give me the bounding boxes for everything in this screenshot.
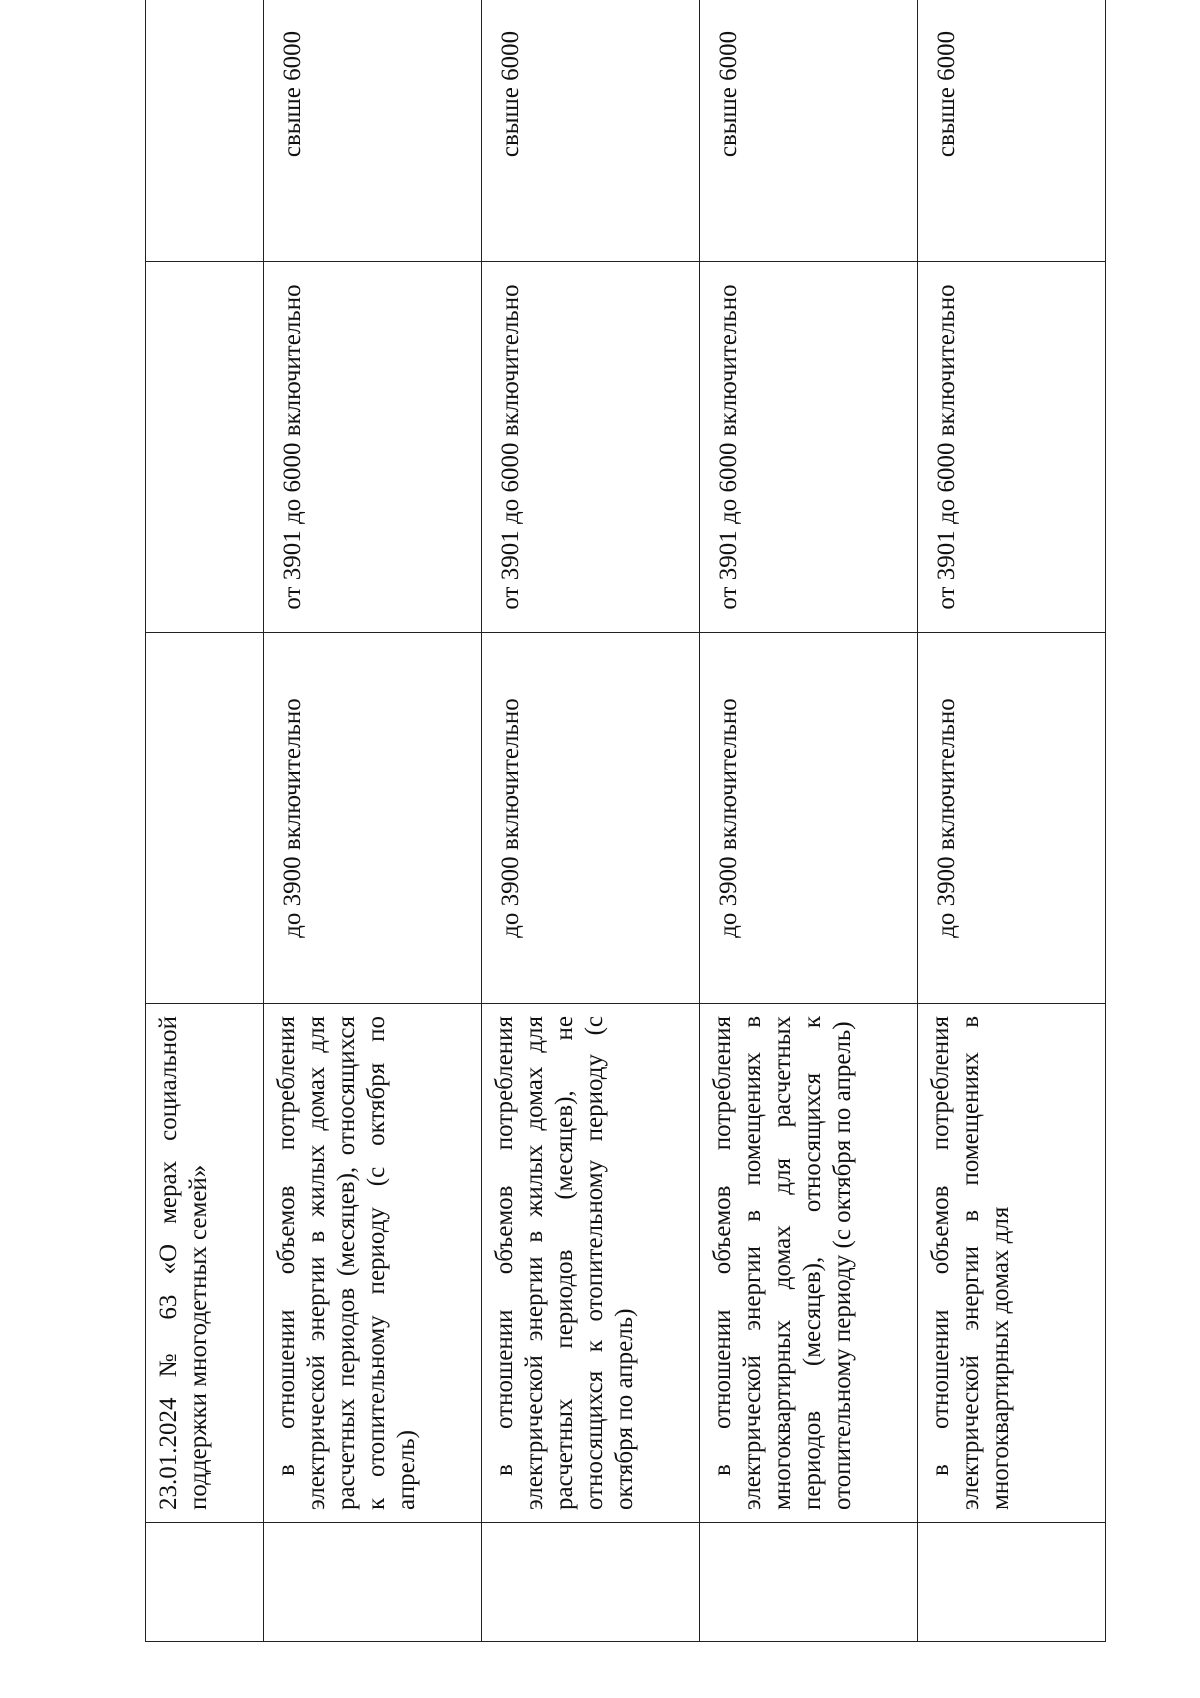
volume-cell-mid: от 3901 до 6000 включительно	[264, 262, 482, 633]
volume-cell-low: до 3900 включительно	[482, 633, 700, 1004]
table-row	[918, 0, 1106, 1642]
description-cell: в отношении объемов потребления электрической энергии в жилых домах для расчетных периодов (месяцев), не относящихся к отопительному периоду (с октября по апрель)	[482, 1004, 700, 1523]
volume-cell-low	[146, 633, 264, 1004]
volume-cell-low: до 3900 включительно	[918, 633, 1106, 1004]
volume-cell-high	[146, 0, 264, 262]
description-cell: в отношении объемов потребления электрической энергии в помещениях в многоквартирных домах для	[918, 1004, 1106, 1523]
volume-cell-high: свыше 6000	[918, 0, 1106, 262]
volume-cell-high: свыше 6000	[482, 0, 700, 262]
description-cell: 23.01.2024 № 63 «О мерах социальной поддержки многодетных семей»	[146, 1004, 264, 1523]
number-cell	[264, 1523, 482, 1642]
volume-cell-mid	[146, 262, 264, 633]
description-cell: в отношении объемов потребления электрической энергии в жилых домах для расчетных периодов (месяцев), относящихся к отопительному периоду (с октября по апрель)	[264, 1004, 482, 1523]
volume-cell-high: свыше 6000	[700, 0, 918, 262]
volume-cell-mid: от 3901 до 6000 включительно	[918, 262, 1106, 633]
number-cell	[918, 1523, 1106, 1642]
volume-cell-high: свыше 6000	[264, 0, 482, 262]
number-cell	[146, 1523, 264, 1642]
volume-cell-mid: от 3901 до 6000 включительно	[482, 262, 700, 633]
number-cell	[482, 1523, 700, 1642]
description-cell: в отношении объемов потребления электрической энергии в помещениях в многоквартирных домах для расчетных периодов (месяцев), относящихся к отопительному периоду (с октября по апрель)	[700, 1004, 918, 1523]
volume-cell-mid: от 3901 до 6000 включительно	[700, 262, 918, 633]
rotated-page	[145, 30, 1105, 1642]
tariff-table	[145, 0, 1106, 1642]
table-row	[482, 0, 700, 1642]
table-row	[700, 0, 918, 1642]
volume-cell-low: до 3900 включительно	[700, 633, 918, 1004]
table-row	[146, 0, 264, 1642]
volume-cell-low: до 3900 включительно	[264, 633, 482, 1004]
number-cell	[700, 1523, 918, 1642]
table-row	[264, 0, 482, 1642]
